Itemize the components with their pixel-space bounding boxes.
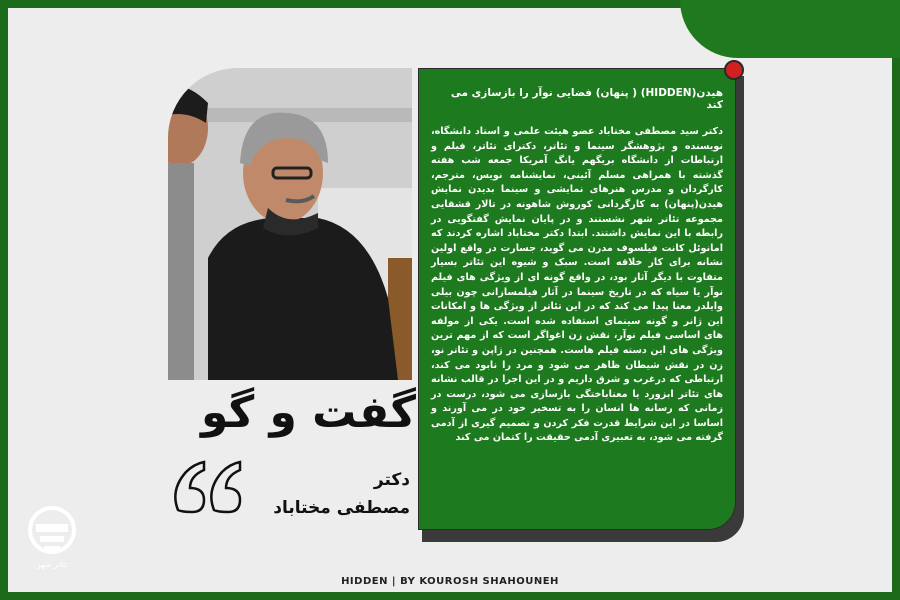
article-panel [418,68,736,530]
article-body: دکتر سید مصطفی مختاباد عضو هیئت علمی و استاد دانشگاه، نویسنده و پژوهشگر سینما و تئاتر، دکترای تئاتر، فیلم و ارتباطات از دانشگاه بریگهم یانگ آمریکا جمعه شب هفته گذشته با همراهی مسلم آئینی، نمایشنامه نویس، مترجم، کارگردان و مدرس هنرهای نمایشی و سینما بدیدن نمایش هیدن(پنهان) به کارگردانی کوروش شاهونه در تالار قشقایی مجموعه تئاتر شهر نشستند و در پایان نمایش گفتگویی در رابطه با این نمایش داشتند. ابتدا دکتر مختاباد اشاره کردند که امانوئل کانت فیلسوف مدرن می گوید، جسارت در واقع اولین نشانه برای کار خلاقه است. سبک و شیوه این تئاتر بسیار متفاوت با دیگر آثار بود، در واقع گونه ای از ویژگی های فیلم نوآر یا سیاه که در تاریخ سینما در آثار فیلمسازانی چون بیلی وایلدر معنا پیدا می کند که در این تئاتر از ویژگی ها و امکانات این ژانر و گونه سینمای استفاده شده است. یکی از مولفه های اساسی فیلم نوآر، نقش زن اغواگر است که از مهم ترین ویژگی های این دسته فیلم هاست. همچنین در ژاپن و تئاتر نو، زن در نقش شیطان ظاهر می شود و مرد را نابود می کند، ارتباطی که درغرب و شرق داریم و در این اجرا در قالب نشانه های تئاتر ابزورد یا معنابا‌ختگی بازسازی می شود، درست در زمانی که رسانه ها انسان را به تسخیر خود در می آورند و اساسا در این شرایط قدرت فکر کردن و تصمیم گیری از آدمی گرفته می شود، به تعبیری آدمی حقیقت را کتمان می کند [431,126,723,444]
article-subtitle: هیدن(HIDDEN) ( پنهان) فضایی نوآر را بازسازی می کند [450,87,723,111]
footer-credit: HIDDEN | BY KOUROSH SHAHOUNEH [341,576,559,587]
quote-icon [168,450,248,520]
name-title: دکتر [373,470,410,490]
interview-title: گفت و گو [201,387,416,438]
corner-decoration [680,0,900,58]
person-name: مصطفی مختاباد [273,498,410,518]
red-dot-icon [724,60,744,80]
logo-label: تئاتر شهر [36,560,68,569]
portrait-photo [168,68,412,380]
portrait-illustration [168,68,412,380]
